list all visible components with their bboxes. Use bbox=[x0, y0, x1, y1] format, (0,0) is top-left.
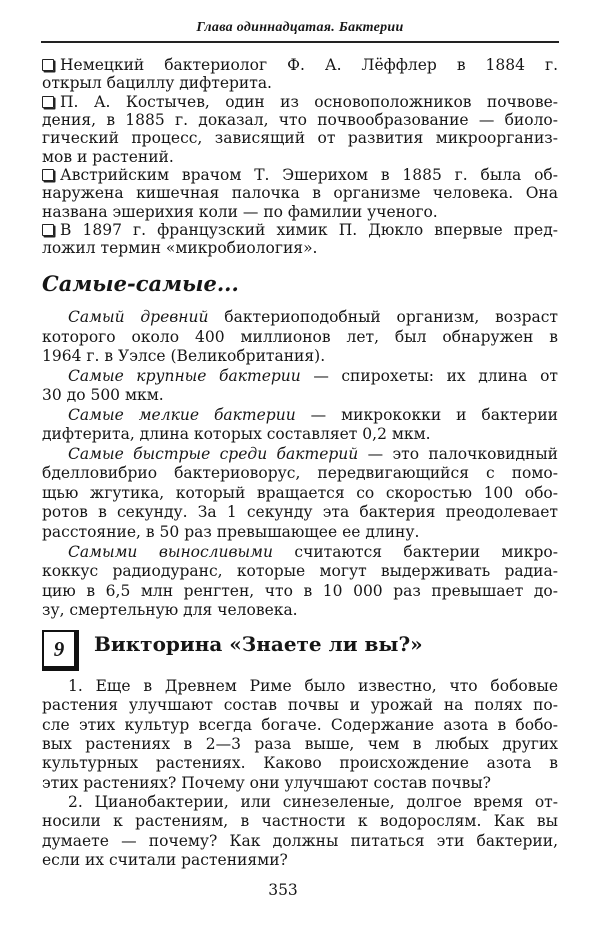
line-text: сле этих культур всегда богаче. Содержание азота в бобо- bbox=[42, 715, 558, 734]
quiz-number-box bbox=[42, 630, 79, 671]
line-text: ротов в секунду. За 1 секунду эта бактерия преодолевает bbox=[42, 503, 558, 522]
line-text: открыл бациллу дифтерита. bbox=[42, 74, 272, 93]
line-text: — микрококки и бактерии bbox=[295, 405, 558, 424]
text-line bbox=[42, 425, 558, 445]
checkbox-bullet-icon bbox=[42, 169, 54, 181]
line-text: щью жгутика, который вращается со скоростью 100 обо- bbox=[42, 483, 558, 502]
text-line bbox=[42, 832, 558, 851]
line-text: 30 до 500 мкм. bbox=[42, 386, 164, 405]
line-text: дения, в 1885 г. доказал, что почвообразование — биоло- bbox=[42, 111, 558, 130]
line-text: носили к растениям, в частности к водорослям. Как вы bbox=[42, 812, 558, 831]
line-text: В 1897 г. французский химик П. Дюкло впервые пред- bbox=[60, 221, 558, 240]
line-text: 1964 г. в Уэлсе (Великобритания). bbox=[42, 347, 326, 366]
emphasis-text: Самые быстрые среди бактерий bbox=[68, 444, 359, 463]
facts-list bbox=[42, 56, 558, 258]
text-line bbox=[42, 503, 558, 523]
line-text: зу, смертельную для человека. bbox=[42, 601, 298, 620]
line-text: если их считали растениями? bbox=[42, 851, 288, 870]
text-line bbox=[42, 56, 558, 74]
text-line bbox=[42, 582, 558, 602]
line-text: растения улучшают состав почвы и урожай на полях по- bbox=[42, 696, 558, 715]
paragraph bbox=[42, 677, 558, 793]
line-text: наружена кишечная палочка в организме человека. Она bbox=[42, 184, 558, 203]
quiz-title: Викторина «Знаете ли вы?» bbox=[94, 632, 423, 656]
text-line bbox=[42, 774, 558, 793]
text-line bbox=[42, 716, 558, 735]
text-line bbox=[42, 308, 558, 328]
line-text: ложил термин «микробиология». bbox=[42, 239, 318, 258]
checkbox-bullet-icon bbox=[42, 96, 54, 108]
line-text: названа эшерихия коли — по фамилии ученого. bbox=[42, 202, 438, 221]
paragraph bbox=[42, 56, 558, 93]
emphasis-text: Самые крупные бактерии bbox=[68, 366, 301, 385]
line-text: — это палочковидный bbox=[358, 444, 559, 463]
text-line bbox=[42, 93, 558, 111]
line-text: думаете — почему? Как должны питаться эти бактерии, bbox=[42, 831, 558, 850]
checkbox-bullet-icon bbox=[42, 59, 54, 71]
text-line bbox=[42, 464, 558, 484]
text-line bbox=[42, 347, 558, 367]
line-text: коккус радиодуранс, которые могут выдерживать радиа- bbox=[42, 562, 558, 581]
line-text: 2. Цианобактерии, или синезеленые, долгое время от- bbox=[68, 793, 558, 812]
text-line bbox=[42, 484, 558, 504]
line-text: гический процесс, зависящий от развития микроорганиз- bbox=[42, 129, 558, 148]
paragraph bbox=[42, 406, 558, 445]
line-text: бделловибрио бактериоворус, передвигающийся с помо- bbox=[42, 464, 558, 483]
text-line bbox=[42, 543, 558, 563]
line-text: культурных растениях. Каково происхождение азота в bbox=[42, 754, 558, 773]
paragraph bbox=[42, 93, 558, 166]
quiz-questions bbox=[42, 677, 558, 870]
text-line bbox=[42, 386, 558, 406]
paragraph bbox=[42, 367, 558, 406]
text-line bbox=[42, 367, 558, 387]
text-line bbox=[42, 406, 558, 426]
text-line bbox=[42, 328, 558, 348]
paragraph bbox=[42, 221, 558, 258]
text-line bbox=[42, 166, 558, 184]
text-line bbox=[42, 523, 558, 543]
text-line bbox=[42, 129, 558, 147]
text-line bbox=[42, 735, 558, 754]
text-line bbox=[42, 793, 558, 812]
text-line bbox=[42, 203, 558, 221]
checkbox-bullet-icon bbox=[42, 224, 54, 236]
text-line bbox=[42, 601, 558, 621]
text-line bbox=[42, 851, 558, 870]
paragraph bbox=[42, 308, 558, 367]
text-line bbox=[42, 148, 558, 166]
text-line bbox=[42, 754, 558, 773]
text-line bbox=[42, 239, 558, 257]
header-rule bbox=[41, 41, 559, 43]
line-text: этих растениях? Почему они улучшают состав почвы? bbox=[42, 773, 491, 792]
line-text: которого около 400 миллионов лет, был обнаружен в bbox=[42, 327, 558, 346]
line-text: — спирохеты: их длина от bbox=[300, 366, 558, 385]
text-line bbox=[42, 562, 558, 582]
line-text: бактериоподобный организм, возраст bbox=[208, 308, 558, 326]
section-heading-records: Самые-самые... bbox=[42, 271, 239, 296]
quiz-number: 9 bbox=[53, 636, 65, 661]
paragraph bbox=[42, 166, 558, 221]
line-text: П. А. Костычев, один из основоположников почвове- bbox=[60, 92, 558, 111]
text-line bbox=[42, 696, 558, 715]
emphasis-text: Самые мелкие бактерии bbox=[68, 405, 296, 424]
emphasis-text: Самыми выносливыми bbox=[68, 542, 274, 561]
text-line bbox=[42, 445, 558, 465]
line-text: цию в 6,5 млн ренгтен, что в 10 000 раз превышает до- bbox=[42, 581, 558, 600]
line-text: вых растениях в 2—3 раза выше, чем в любых других bbox=[42, 735, 558, 754]
line-text: Немецкий бактериолог Ф. А. Лёффлер в 1884 г. bbox=[60, 56, 558, 74]
line-text: мов и растений. bbox=[42, 147, 174, 166]
records-section bbox=[42, 308, 558, 621]
paragraph bbox=[42, 445, 558, 543]
text-line bbox=[42, 221, 558, 239]
line-text: 1. Еще в Древнем Риме было известно, что бобовые bbox=[68, 677, 558, 695]
text-line bbox=[42, 111, 558, 129]
text-line bbox=[42, 677, 558, 696]
line-text: Австрийским врачом Т. Эшерихом в 1885 г. была об- bbox=[60, 166, 558, 185]
text-line bbox=[42, 184, 558, 202]
running-header: Глава одиннадцатая. Бактерии bbox=[196, 20, 404, 35]
text-line bbox=[42, 812, 558, 831]
paragraph bbox=[42, 543, 558, 621]
emphasis-text: Самый древний bbox=[68, 308, 209, 326]
page-number: 353 bbox=[268, 881, 298, 899]
line-text: расстояние, в 50 раз превышающее ее длину. bbox=[42, 523, 420, 542]
line-text: дифтерита, длина которых составляет 0,2 мкм. bbox=[42, 425, 431, 444]
line-text: считаются бактерии микро- bbox=[273, 542, 558, 561]
text-line bbox=[42, 74, 558, 92]
paragraph bbox=[42, 793, 558, 870]
